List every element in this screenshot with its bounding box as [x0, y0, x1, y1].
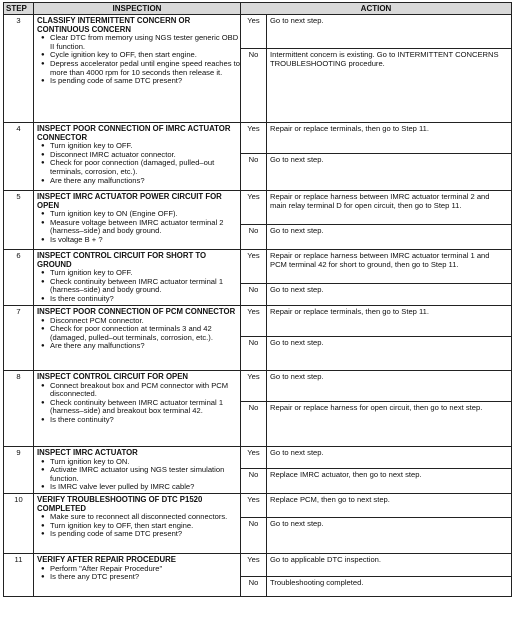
inspection-cell [34, 15, 241, 123]
inspection-title: CLASSIFY INTERMITTENT CONCERN OR CONTINUOUS CONCERN [37, 16, 191, 34]
no-label: No [241, 517, 267, 553]
inspection-steps-list [34, 210, 240, 244]
step-number: 10 [4, 493, 34, 553]
inspection-step-item: ● Measure voltage between IMRC actuator terminal 2 (harness–side) and body ground. [50, 219, 240, 236]
yes-label: Yes [241, 553, 267, 576]
no-action: Intermittent concern is existing. Go to INTERMITTENT CONCERNS TROUBLESHOOTING procedure. [267, 49, 512, 123]
no-action: Replace IMRC actuator, then go to next step. [267, 469, 512, 494]
inspection-step-item: ● Turn ignition key to OFF. [50, 142, 240, 151]
no-action: Troubleshooting completed. [267, 576, 512, 596]
no-action: Go to next step. [267, 225, 512, 250]
yes-label: Yes [241, 123, 267, 154]
inspection-cell [34, 447, 241, 494]
step-number: 3 [4, 15, 34, 123]
no-action: Go to next step. [267, 517, 512, 553]
troubleshooting-table [3, 2, 512, 597]
inspection-step-item: ● Are there any malfunctions? [50, 177, 240, 186]
header-inspection: INSPECTION [34, 3, 241, 15]
yes-action: Go to next step. [267, 15, 512, 49]
no-label: No [241, 469, 267, 494]
step-number: 7 [4, 306, 34, 371]
inspection-title: INSPECT IMRC ACTUATOR [37, 448, 138, 457]
step-number: 6 [4, 250, 34, 306]
inspection-step-item: ● Clear DTC from memory using NGS tester generic OBD II function. [50, 34, 240, 51]
table-row [4, 493, 512, 517]
inspection-steps-list [34, 382, 240, 425]
inspection-step-item: ● Is voltage B + ? [50, 236, 240, 245]
yes-label: Yes [241, 306, 267, 337]
inspection-step-item: ● Turn ignition key to ON (Engine OFF). [50, 210, 240, 219]
step-number: 9 [4, 447, 34, 494]
table-body [4, 15, 512, 597]
yes-action: Repair or replace terminals, then go to Step 11. [267, 306, 512, 337]
table-row [4, 250, 512, 284]
yes-label: Yes [241, 250, 267, 284]
inspection-step-item: ● Is pending code of same DTC present? [50, 77, 240, 86]
inspection-steps-list [34, 34, 240, 86]
table-header-row [4, 3, 512, 15]
inspection-steps-list [34, 317, 240, 351]
inspection-title: VERIFY AFTER REPAIR PROCEDURE [37, 554, 176, 564]
yes-label: Yes [241, 371, 267, 402]
inspection-step-item: ● Is there continuity? [50, 295, 240, 304]
inspection-cell [34, 250, 241, 306]
no-label: No [241, 402, 267, 447]
inspection-cell [34, 123, 241, 191]
inspection-step-item: ● Are there any malfunctions? [50, 342, 240, 351]
table-row [4, 306, 512, 337]
inspection-step-item: ● Activate IMRC actuator using NGS tester simulation function. [50, 466, 240, 483]
inspection-steps-list [34, 513, 240, 539]
yes-action: Repair or replace harness between IMRC actuator terminal 2 and main relay terminal D for open circuit, then go to Step 11. [267, 191, 512, 225]
inspection-step-item: ● Perform "After Repair Procedure" [50, 565, 240, 574]
inspection-cell [34, 493, 241, 553]
step-number: 5 [4, 191, 34, 250]
inspection-title: INSPECT POOR CONNECTION OF PCM CONNECTOR [37, 307, 236, 316]
inspection-step-item: ● Check continuity between IMRC actuator terminal 1 (harness–side) and breakout box terminal 42. [50, 399, 240, 416]
inspection-step-item: ● Check for poor connection (damaged, pulled–out terminals, corrosion, etc.). [50, 159, 240, 176]
no-label: No [241, 576, 267, 596]
inspection-step-item: ● Cycle ignition key to OFF, then start engine. [50, 51, 240, 60]
no-label: No [241, 284, 267, 306]
step-number: 11 [4, 553, 34, 596]
step-number: 8 [4, 371, 34, 447]
no-action: Repair or replace harness for open circuit, then go to next step. [267, 402, 512, 447]
inspection-step-item: ● Connect breakout box and PCM connector with PCM disconnected. [50, 382, 240, 399]
inspection-step-item: ● Turn ignition key to OFF. [50, 269, 240, 278]
inspection-cell [34, 191, 241, 250]
yes-label: Yes [241, 447, 267, 469]
inspection-steps-list [34, 458, 240, 492]
yes-action: Repair or replace terminals, then go to Step 11. [267, 123, 512, 154]
no-action: Go to next step. [267, 154, 512, 191]
no-action: Go to next step. [267, 284, 512, 306]
inspection-steps-list [34, 269, 240, 303]
inspection-step-item: ● Disconnect IMRC actuator connector. [50, 151, 240, 160]
inspection-step-item: ● Is there continuity? [50, 416, 240, 425]
yes-label: Yes [241, 15, 267, 49]
inspection-step-item: ● Disconnect PCM connector. [50, 317, 240, 326]
table-row [4, 15, 512, 49]
inspection-title: INSPECT POOR CONNECTION OF IMRC ACTUATOR CONNECTOR [37, 124, 231, 142]
inspection-title: VERIFY TROUBLESHOOTING OF DTC P1520 COMPLETED [37, 494, 203, 513]
inspection-title: INSPECT CONTROL CIRCUIT FOR SHORT TO GROUND [37, 251, 207, 269]
inspection-step-item: ● Make sure to reconnect all disconnected connectors. [50, 513, 240, 522]
yes-action: Go to applicable DTC inspection. [267, 553, 512, 576]
table-row [4, 553, 512, 576]
inspection-steps-list [34, 142, 240, 185]
yes-label: Yes [241, 493, 267, 517]
no-label: No [241, 154, 267, 191]
no-label: No [241, 337, 267, 371]
inspection-step-item: ● Is IMRC valve lever pulled by IMRC cable? [50, 483, 240, 492]
yes-action: Go to next step. [267, 371, 512, 402]
inspection-title: INSPECT CONTROL CIRCUIT FOR OPEN [37, 372, 189, 381]
inspection-step-item: ● Depress accelerator pedal until engine speed reaches to more than 4000 rpm for 10 seconds then release it. [50, 60, 240, 77]
yes-label: Yes [241, 191, 267, 225]
table-row [4, 447, 512, 469]
inspection-step-item: ● Turn ignition key to ON. [50, 458, 240, 467]
table-row [4, 123, 512, 154]
table-row [4, 371, 512, 402]
yes-action: Go to next step. [267, 447, 512, 469]
inspection-cell [34, 306, 241, 371]
inspection-title: INSPECT IMRC ACTUATOR POWER CIRCUIT FOR OPEN [37, 192, 222, 210]
inspection-step-item: ● Check continuity between IMRC actuator terminal 1 (harness–side) and body ground. [50, 278, 240, 295]
header-step: STEP [4, 3, 34, 15]
inspection-cell [34, 553, 241, 596]
table-row [4, 191, 512, 225]
inspection-step-item: ● Check for poor connection at terminals 3 and 42 (damaged, pulled–out terminals, corrosion, etc.). [50, 325, 240, 342]
inspection-step-item: ● Is there any DTC present? [50, 573, 240, 582]
inspection-steps-list [34, 565, 240, 582]
inspection-step-item: ● Turn ignition key to OFF, then start engine. [50, 522, 240, 531]
yes-action: Repair or replace harness between IMRC actuator terminal 1 and PCM terminal 42 for short to ground, then go to Step 11. [267, 250, 512, 284]
no-action: Go to next step. [267, 337, 512, 371]
no-label: No [241, 49, 267, 123]
step-number: 4 [4, 123, 34, 191]
troubleshooting-table-container [3, 2, 511, 597]
inspection-step-item: ● Is pending code of same DTC present? [50, 530, 240, 539]
header-action: ACTION [241, 3, 512, 15]
inspection-cell [34, 371, 241, 447]
no-label: No [241, 225, 267, 250]
yes-action: Replace PCM, then go to next step. [267, 493, 512, 517]
